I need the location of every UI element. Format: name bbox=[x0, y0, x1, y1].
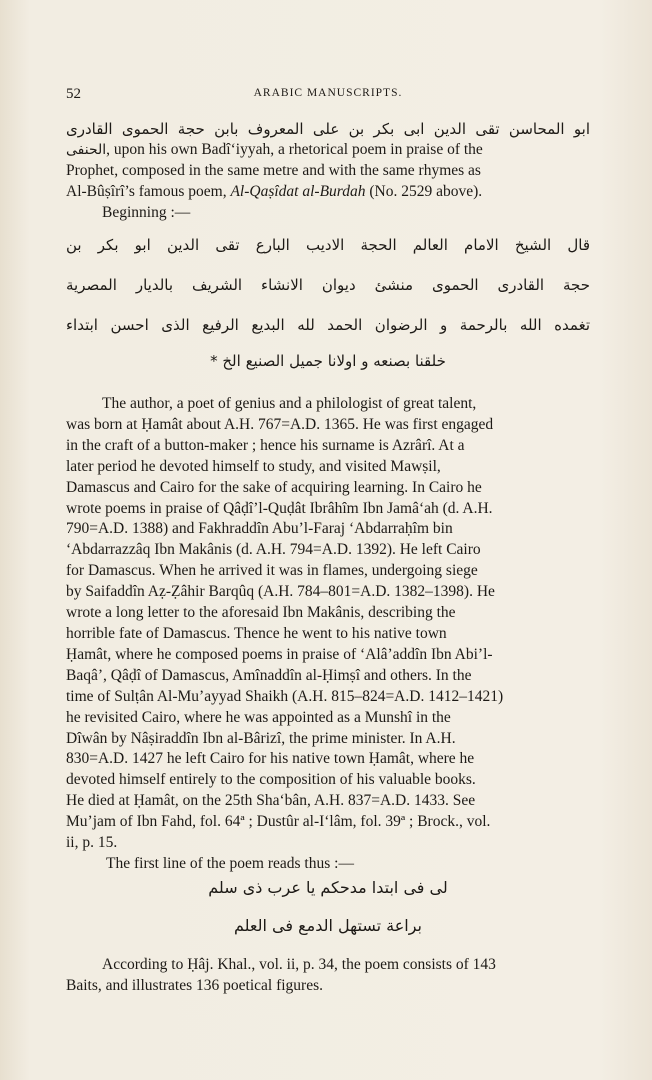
description-line-1-text: , upon his own Badî‘iyyah, a rhetorical poem in praise of the bbox=[106, 141, 483, 158]
description-line-3 bbox=[66, 182, 590, 203]
body-line: ‘Abdarrazzâq Ibn Makânis (d. A.H. 794=A.D. 1392). He left Cairo bbox=[66, 541, 481, 559]
closing-line-1: According to Ḥâj. Khal., vol. ii, p. 34, the poem consists of 143 bbox=[102, 956, 496, 973]
page-header bbox=[66, 86, 590, 106]
description-line-1 bbox=[66, 140, 590, 161]
closing-line-2: Baits, and illustrates 136 poetical figures. bbox=[66, 976, 323, 994]
body-line: for Damascus. When he arrived it was in flames, undergoing siege bbox=[66, 562, 478, 580]
body-line: ii, p. 15. bbox=[66, 834, 118, 852]
description-line-2: Prophet, composed in the same metre and with the same rhymes as bbox=[66, 161, 481, 179]
body-line: Ḥamât, where he composed poems in praise of ‘Alâ’addîn Ibn Abi’l- bbox=[66, 645, 493, 663]
beginning-arabic-line-2: حجة القادرى الحموى منشئ ديوان الانشاء الشريف بالديار المصرية bbox=[66, 276, 590, 294]
page-number: 52 bbox=[66, 86, 81, 102]
body-line: Mu’jam of Ibn Fahd, fol. 64ª ; Dustûr al-I‘lâm, fol. 39ª ; Brock., vol. bbox=[66, 813, 491, 831]
body-line: 790=A.D. 1388) and Fakhraddîn Abu’l-Faraj ‘Abdarraḥîm bin bbox=[66, 520, 453, 538]
arabic-title-word: الحنفى bbox=[66, 142, 107, 158]
body-line: horrible fate of Damascus. Thence he went to his native town bbox=[66, 624, 447, 642]
body-line: Damascus and Cairo for the sake of acquiring learning. In Cairo he bbox=[66, 478, 482, 496]
description-line-3-b: (No. 2529 above). bbox=[365, 182, 483, 200]
arabic-title-line: ابو المحاسن تقى الدين ابى بكر بن على المعروف بابن حجة الحموى القادرى bbox=[66, 120, 590, 138]
body-line: wrote a long letter to the aforesaid Ibn Makânis, describing the bbox=[66, 604, 456, 622]
poem-line-1: لى فى ابتدا مدحكم يا عرب ذى سلم bbox=[208, 878, 448, 897]
body-line: was born at Ḥamât about A.H. 767=A.D. 1365. He was first engaged bbox=[66, 415, 494, 433]
beginning-arabic-line-3: تغمده الله بالرحمة و الرضوان الحمد لله البديع الرفيع الذى احسن ابتداء bbox=[66, 316, 590, 334]
beginning-arabic-line-1: قال الشيخ الامام العالم الحجة الاديب البارع تقى الدين ابو بكر بن bbox=[66, 236, 590, 254]
burdah-title: Al-Qaṣîdat al-Burdah bbox=[230, 182, 366, 200]
beginning-arabic-line-4: خلقنا بصنعه و اولانا جميل الصنيع الخ * bbox=[210, 352, 446, 370]
poem-line-2: براعة تستهل الدمع فى العلم bbox=[233, 916, 422, 935]
body-line: He died at Ḥamât, on the 25th Sha‘bân, A.H. 837=A.D. 1433. See bbox=[66, 792, 476, 810]
body-line: The author, a poet of genius and a philologist of great talent, bbox=[102, 395, 477, 412]
body-line: later period he devoted himself to study, and visited Mawṣil, bbox=[66, 457, 441, 475]
body-line: time of Sulṭân Al-Mu’ayyad Shaikh (A.H. 815–824=A.D. 1412–1421) bbox=[66, 687, 504, 705]
body-line: he revisited Cairo, where he was appointed as a Munshî in the bbox=[66, 708, 451, 726]
body-line: Dîwân by Nâṣiraddîn Ibn al-Bârizî, the prime minister. In A.H. bbox=[66, 729, 456, 747]
first-line-intro: The first line of the poem reads thus :— bbox=[106, 854, 354, 872]
beginning-label: Beginning :— bbox=[102, 203, 191, 221]
body-line: by Saifaddîn Aẓ-Ẓâhir Barqûq (A.H. 784–801=A.D. 1382–1398). He bbox=[66, 583, 495, 601]
body-line: in the craft of a button-maker ; hence his surname is Azrârî. At a bbox=[66, 436, 465, 454]
body-line: 830=A.D. 1427 he left Cairo for his native town Ḥamât, where he bbox=[66, 750, 475, 768]
closing-paragraph bbox=[66, 955, 590, 997]
body-line: Baqâ’, Qâḍî of Damascus, Amînaddîn al-Ḥimṣî and others. In the bbox=[66, 666, 472, 684]
body-line: wrote poems in praise of Qâḍî’l-Quḍât Ibrâhîm Ibn Jamâ‘ah (d. A.H. bbox=[66, 499, 493, 517]
body-line: devoted himself entirely to the composition of his valuable books. bbox=[66, 771, 476, 789]
running-title: ARABIC MANUSCRIPTS. bbox=[253, 87, 403, 99]
description-line-3-a: Al-Bûṣîrî’s famous poem, bbox=[66, 182, 231, 200]
biography-paragraph bbox=[66, 394, 590, 875]
entry-description bbox=[66, 140, 590, 224]
